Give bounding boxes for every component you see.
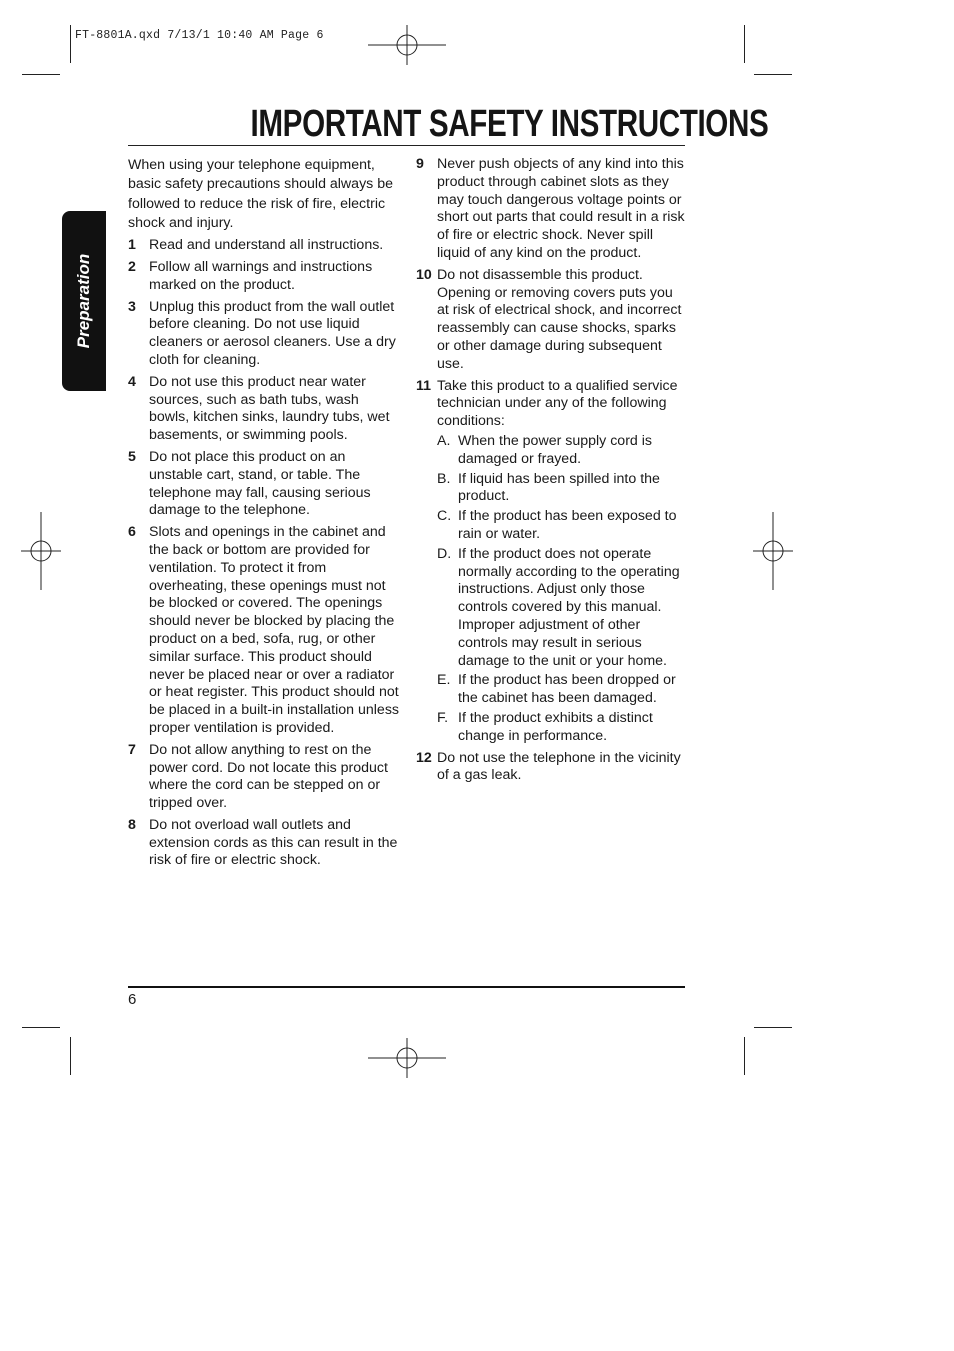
intro-paragraph: When using your telephone equipment, basic safety precautions should always be followed to reduce the risk of fire, electric shock and injury.: [128, 157, 393, 231]
page-title: IMPORTANT SAFETY INSTRUCTIONS: [250, 103, 769, 145]
instruction-item: [128, 299, 400, 370]
condition-item: [437, 710, 688, 746]
condition-letter: E.: [437, 672, 451, 689]
crop-mark: [70, 25, 71, 63]
item-text: Do not use this product near water sources, such as bath tubs, wash bowls, kitchen sinks, laundry tubs, wet basements, or swimming pools.: [149, 373, 390, 444]
item-text: Never push objects of any kind into this product through cabinet slots as they may touch dangerous voltage points or short out parts that could result in a risk of fire or electric shock. Never spill liquid of any kind on the product.: [437, 156, 685, 261]
section-tab: [62, 211, 106, 391]
crop-mark: [70, 1037, 71, 1075]
registration-mark-icon: [21, 512, 61, 590]
crop-mark: [22, 74, 60, 75]
crop-mark: [744, 1037, 745, 1075]
instruction-item: [416, 750, 688, 786]
registration-mark-icon: [753, 512, 793, 590]
right-column: [416, 156, 688, 789]
item-number: 9: [416, 156, 424, 172]
instruction-item: [128, 742, 400, 813]
condition-item: [437, 471, 688, 507]
condition-text: If the product does not operate normally according to the operating instructions. Adjust only those controls covered by this manual. Improper adjustment of other controls may result in serious damage to the unit or your home.: [458, 545, 680, 669]
condition-item: [437, 508, 688, 544]
crop-mark: [744, 25, 745, 63]
condition-letter: C.: [437, 508, 452, 525]
crop-mark: [754, 74, 792, 75]
condition-letter: D.: [437, 545, 452, 562]
crop-mark: [22, 1027, 60, 1028]
condition-item: [437, 672, 688, 708]
item-text: Slots and openings in the cabinet and the back or bottom are provided for ventilation. To protect it from overheating, these openings must not be blocked or covered. The openings should never be blocked by placing the product on a bed, sofa, rug, or other similar surface. This product should never be placed near or over a radiator or heat register. This product should not be placed in a built-in installation unless proper ventilation is provided.: [149, 524, 400, 736]
item-text: Do not use the telephone in the vicinity of a gas leak.: [437, 749, 681, 784]
crop-mark: [754, 1027, 792, 1028]
item-text: Do not place this product on an unstable cart, stand, or table. The telephone may fall, causing serious damage to the telephone.: [149, 448, 371, 519]
item-text: Read and understand all instructions.: [149, 237, 384, 254]
item-number: 7: [128, 741, 136, 758]
section-tab-label: Preparation: [74, 253, 93, 349]
condition-text: If the product has been dropped or the cabinet has been damaged.: [458, 672, 676, 707]
item-text: Do not disassemble this product. Opening or removing covers puts you at risk of electrical shock, and incorrect reassembly can cause shocks, sparks or other damage during subsequent use.: [437, 266, 682, 372]
item-number: 6: [128, 524, 136, 541]
condition-letter: A.: [437, 432, 451, 449]
condition-text: If the product has been exposed to rain or water.: [458, 508, 677, 542]
item-number: 1: [128, 237, 136, 254]
condition-letter: B.: [437, 470, 451, 487]
item-number: 12: [416, 749, 432, 766]
instruction-item: [128, 237, 400, 255]
condition-item: [437, 433, 688, 469]
instruction-item: [416, 378, 688, 746]
item-number: 5: [128, 448, 136, 465]
instruction-item: [128, 817, 400, 870]
item-number: 11: [416, 377, 431, 394]
item-text: Do not allow anything to rest on the power cord. Do not locate this product where the cord can be stepped on or tripped over.: [149, 741, 388, 812]
registration-mark-icon: [368, 1038, 446, 1078]
item-number: 3: [128, 298, 136, 315]
instruction-item: [416, 267, 688, 374]
condition-text: When the power supply cord is damaged or frayed.: [458, 432, 652, 467]
title-divider: [128, 145, 685, 146]
item-number: 10: [416, 266, 432, 283]
print-slug: FT-8801A.qxd 7/13/1 10:40 AM Page 6: [75, 29, 324, 42]
item-text: Unplug this product from the wall outlet before cleaning. Do not use liquid cleaners or aerosol cleaners. Use a dry cloth for cleaning.: [149, 298, 396, 368]
condition-letter: F.: [437, 709, 449, 726]
condition-item: [437, 546, 688, 671]
instruction-item: [128, 524, 400, 738]
item-text: Do not overload wall outlets and extension cords as this can result in the risk of fire or electric shock.: [149, 816, 398, 869]
left-column: [128, 156, 400, 874]
item-number: 8: [128, 816, 136, 833]
registration-mark-icon: [368, 25, 446, 65]
condition-text: If the product exhibits a distinct change in performance.: [458, 709, 653, 744]
instruction-item: [128, 374, 400, 445]
item-number: 4: [128, 373, 136, 390]
item-text: Follow all warnings and instructions marked on the product.: [149, 258, 373, 293]
instruction-item: [128, 259, 400, 295]
footer-divider: [128, 986, 685, 988]
instruction-item: [416, 156, 688, 263]
condition-text: If liquid has been spilled into the product.: [458, 470, 660, 505]
instruction-item: [128, 449, 400, 520]
item-number: 2: [128, 258, 136, 275]
page-number: 6: [128, 991, 137, 1008]
item-text: Take this product to a qualified service technician under any of the following conditions:: [437, 377, 678, 430]
